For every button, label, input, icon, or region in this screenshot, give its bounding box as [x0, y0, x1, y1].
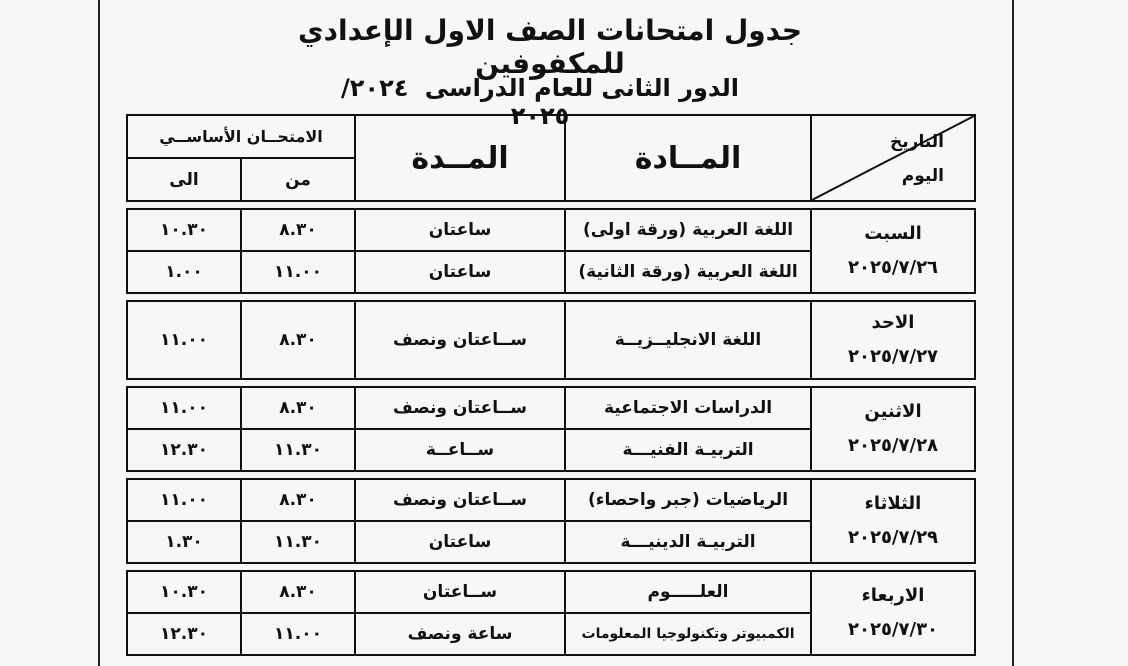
from-time-cell: ٨.٣٠ [241, 387, 355, 429]
header-to: الى [127, 158, 241, 201]
group-gap [127, 379, 975, 387]
table-row [127, 301, 975, 379]
group-gap [127, 201, 975, 209]
from-time-cell: ١١.٠٠ [241, 251, 355, 293]
subject-cell: الدراسات الاجتماعية [565, 387, 811, 429]
header-from: من [241, 158, 355, 201]
subject-cell: التربيـة الدينيـــة [565, 521, 811, 563]
day-date: ٢٠٢٥/٧/٣٠ [847, 619, 939, 640]
group-gap [127, 471, 975, 479]
from-time-cell: ٨.٣٠ [241, 571, 355, 613]
header-subject: المــادة [565, 115, 811, 201]
day-cell [811, 209, 975, 293]
subject-cell: اللغة الانجليــزيــة [565, 301, 811, 379]
header-main-exam: الامتحــان الأساســي [127, 115, 355, 158]
duration-cell: ســاعتان [355, 571, 565, 613]
day-date: ٢٠٢٥/٧/٢٨ [847, 435, 939, 456]
duration-cell: ســاعتان ونصف [355, 387, 565, 429]
duration-cell: ساعتان [355, 521, 565, 563]
subtitle-year-b: ٢٠٢٥ [510, 102, 570, 130]
to-time-cell: ١٢.٣٠ [127, 429, 241, 471]
header-date-label: التاريخ [890, 132, 945, 152]
header-day-label: اليوم [901, 166, 945, 186]
to-time-cell: ١.٣٠ [127, 521, 241, 563]
duration-cell: ساعتان [355, 251, 565, 293]
duration-cell: ســاعتان ونصف [355, 301, 565, 379]
header-row [127, 115, 975, 158]
day-name: الاثنين [864, 400, 922, 422]
from-time-cell: ٨.٣٠ [241, 209, 355, 251]
to-time-cell: ١٠.٣٠ [127, 571, 241, 613]
subject-cell: اللغة العربية (ورقة الثانية) [565, 251, 811, 293]
subject-cell: العلـــــوم [565, 571, 811, 613]
subtitle-year-a: ٢٠٢٤/ [341, 74, 409, 102]
table-row [127, 387, 975, 429]
day-cell [811, 387, 975, 471]
duration-cell: ساعة ونصف [355, 613, 565, 655]
header-date-day-cell [811, 115, 975, 201]
subtitle-text: الدور الثانى للعام الدراسى [424, 74, 739, 102]
exam-schedule-table [126, 114, 976, 656]
day-cell [811, 479, 975, 563]
to-time-cell: ١١.٠٠ [127, 387, 241, 429]
to-time-cell: ١٢.٣٠ [127, 613, 241, 655]
table-row [127, 209, 975, 251]
day-name: الاحد [871, 311, 915, 333]
day-date: ٢٠٢٥/٧/٢٧ [847, 346, 939, 367]
group-gap [127, 293, 975, 301]
duration-cell: ســاعتان ونصف [355, 479, 565, 521]
day-date: ٢٠٢٥/٧/٢٩ [847, 527, 939, 548]
group-gap [127, 563, 975, 571]
table-row [127, 571, 975, 613]
duration-cell: ســاعــة [355, 429, 565, 471]
day-cell [811, 571, 975, 655]
to-time-cell: ١٠.٣٠ [127, 209, 241, 251]
from-time-cell: ١١.٣٠ [241, 521, 355, 563]
from-time-cell: ١١.٠٠ [241, 613, 355, 655]
diagonal-divider [812, 116, 974, 200]
table-row [127, 479, 975, 521]
from-time-cell: ٨.٣٠ [241, 479, 355, 521]
page-frame-right [1012, 0, 1014, 666]
subject-cell: اللغة العربية (ورقة اولى) [565, 209, 811, 251]
to-time-cell: ١.٠٠ [127, 251, 241, 293]
subject-cell: الرياضيات (جبر واحصاء) [565, 479, 811, 521]
header-duration: المــدة [355, 115, 565, 201]
day-name: السبت [864, 222, 922, 244]
to-time-cell: ١١.٠٠ [127, 301, 241, 379]
to-time-cell: ١١.٠٠ [127, 479, 241, 521]
duration-cell: ساعتان [355, 209, 565, 251]
subject-cell: التربيـة الفنيـــة [565, 429, 811, 471]
day-cell [811, 301, 975, 379]
from-time-cell: ٨.٣٠ [241, 301, 355, 379]
day-date: ٢٠٢٥/٧/٢٦ [847, 257, 939, 278]
day-name: الاربعاء [861, 584, 925, 606]
from-time-cell: ١١.٣٠ [241, 429, 355, 471]
page-frame-left [98, 0, 100, 666]
day-name: الثلاثاء [864, 492, 922, 514]
page-title: جدول امتحانات الصف الاول الإعدادي للمكفوفين [297, 14, 802, 80]
subject-cell: الكمبيوتر وتكنولوجيا المعلومات [565, 613, 811, 655]
